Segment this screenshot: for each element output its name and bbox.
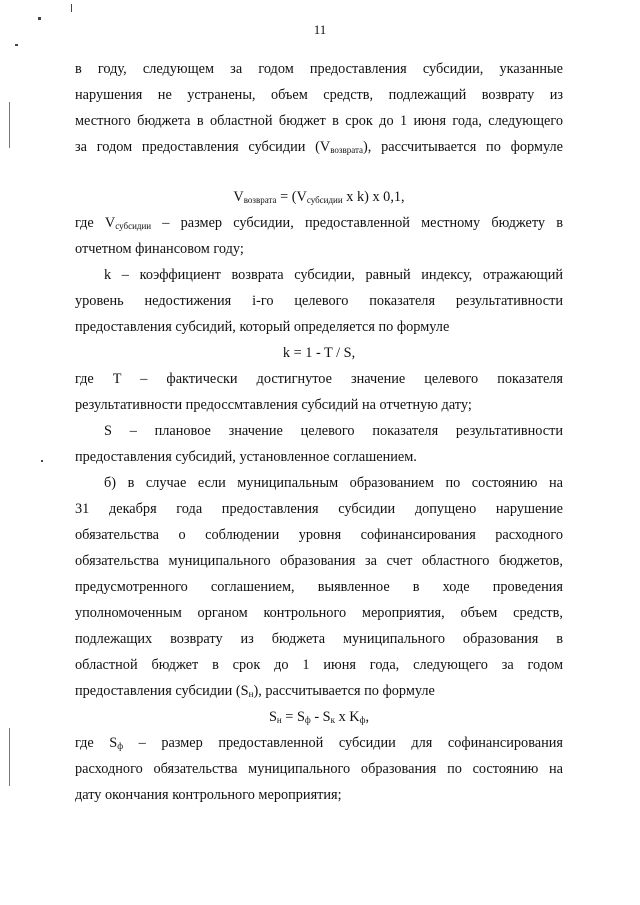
scan-artifact-line xyxy=(9,102,10,148)
text-line: подлежащих возврату из бюджета муниципального образования в xyxy=(75,631,563,647)
paragraph-7 xyxy=(75,730,563,808)
text-line: предоставления субсидий, установленное соглашением. xyxy=(75,449,417,465)
formula-v-return: $V_{возврата} = (V_{субсидии}$ x k) x 0,1, xyxy=(233,189,405,205)
text-line: обязательства муниципального образования за счет областного бюджетов, xyxy=(75,553,563,569)
text-line: предоставления субсидий, который определяется по формуле xyxy=(75,319,450,335)
text-line: k – коэффициент возврата субсидии, равный индексу, отражающий xyxy=(104,267,563,283)
text-line: предоставления субсидии $(S_н)$, рассчитывается по формуле xyxy=(75,683,435,699)
text-line: предусмотренного соглашением, выявленное в ходе проведения xyxy=(75,579,563,595)
text-line: где T – фактически достигнутое значение целевого показателя xyxy=(75,371,563,387)
scan-artifact-line xyxy=(71,4,72,12)
formula-s-n: $S_н = S_ф - S_к$ x $K_ф$, xyxy=(268,709,370,725)
paragraph-5 xyxy=(75,418,563,470)
text-line: за годом предоставления субсидии $(V_{возврата})$, рассчитывается по формуле xyxy=(75,139,563,155)
scan-artifact-dot xyxy=(38,17,41,20)
text-line: отчетном финансовом году; xyxy=(75,241,244,257)
page-number: 11 xyxy=(313,22,327,37)
text-line: в году, следующем за годом предоставления субсидии, указанные xyxy=(75,61,563,77)
text-line: обязательства о соблюдении уровня софинансирования расходного xyxy=(75,527,563,543)
paragraph-6 xyxy=(75,470,563,704)
text-line: расходного обязательства муниципального образования по состоянию на xyxy=(75,761,563,777)
text-line: областной бюджет в срок до 1 июня года, следующего за годом xyxy=(75,657,563,673)
text-line: местного бюджета в областной бюджет в срок до 1 июня года, следующего xyxy=(75,113,563,129)
scan-artifact-line xyxy=(9,728,10,786)
scan-artifact-dot xyxy=(41,460,43,462)
text-line: 31 декабря года предоставления субсидии допущено нарушение xyxy=(75,501,563,517)
text-line: уровень недостижения i-го целевого показателя результативности xyxy=(75,293,563,309)
text-line: нарушения не устранены, объем средств, подлежащий возврату из xyxy=(75,87,563,103)
text-line: результативности предоссмтавления субсидий на отчетную дату; xyxy=(75,397,472,413)
text-line: где $S_ф$ – размер предоставленной субсидии для софинансирования xyxy=(75,735,563,751)
text-line: б) в случае если муниципальным образованием по состоянию на xyxy=(104,475,563,491)
text-line: дату окончания контрольного мероприятия; xyxy=(75,787,342,803)
paragraph-1 xyxy=(75,56,563,160)
formula-k: k = 1 - T / S, xyxy=(282,345,356,361)
scan-artifact-tick xyxy=(15,44,18,46)
document-body xyxy=(75,56,563,808)
paragraph-3 xyxy=(75,262,563,340)
text-line: уполномоченным органом контрольного мероприятия, объем средств, xyxy=(75,605,563,621)
paragraph-4 xyxy=(75,366,563,418)
paragraph-2 xyxy=(75,210,563,262)
text-line: S – плановое значение целевого показателя результативности xyxy=(104,423,563,439)
text-line: где $V_{субсидии}$ – размер субсидии, предоставленной местному бюджету в xyxy=(75,215,563,231)
